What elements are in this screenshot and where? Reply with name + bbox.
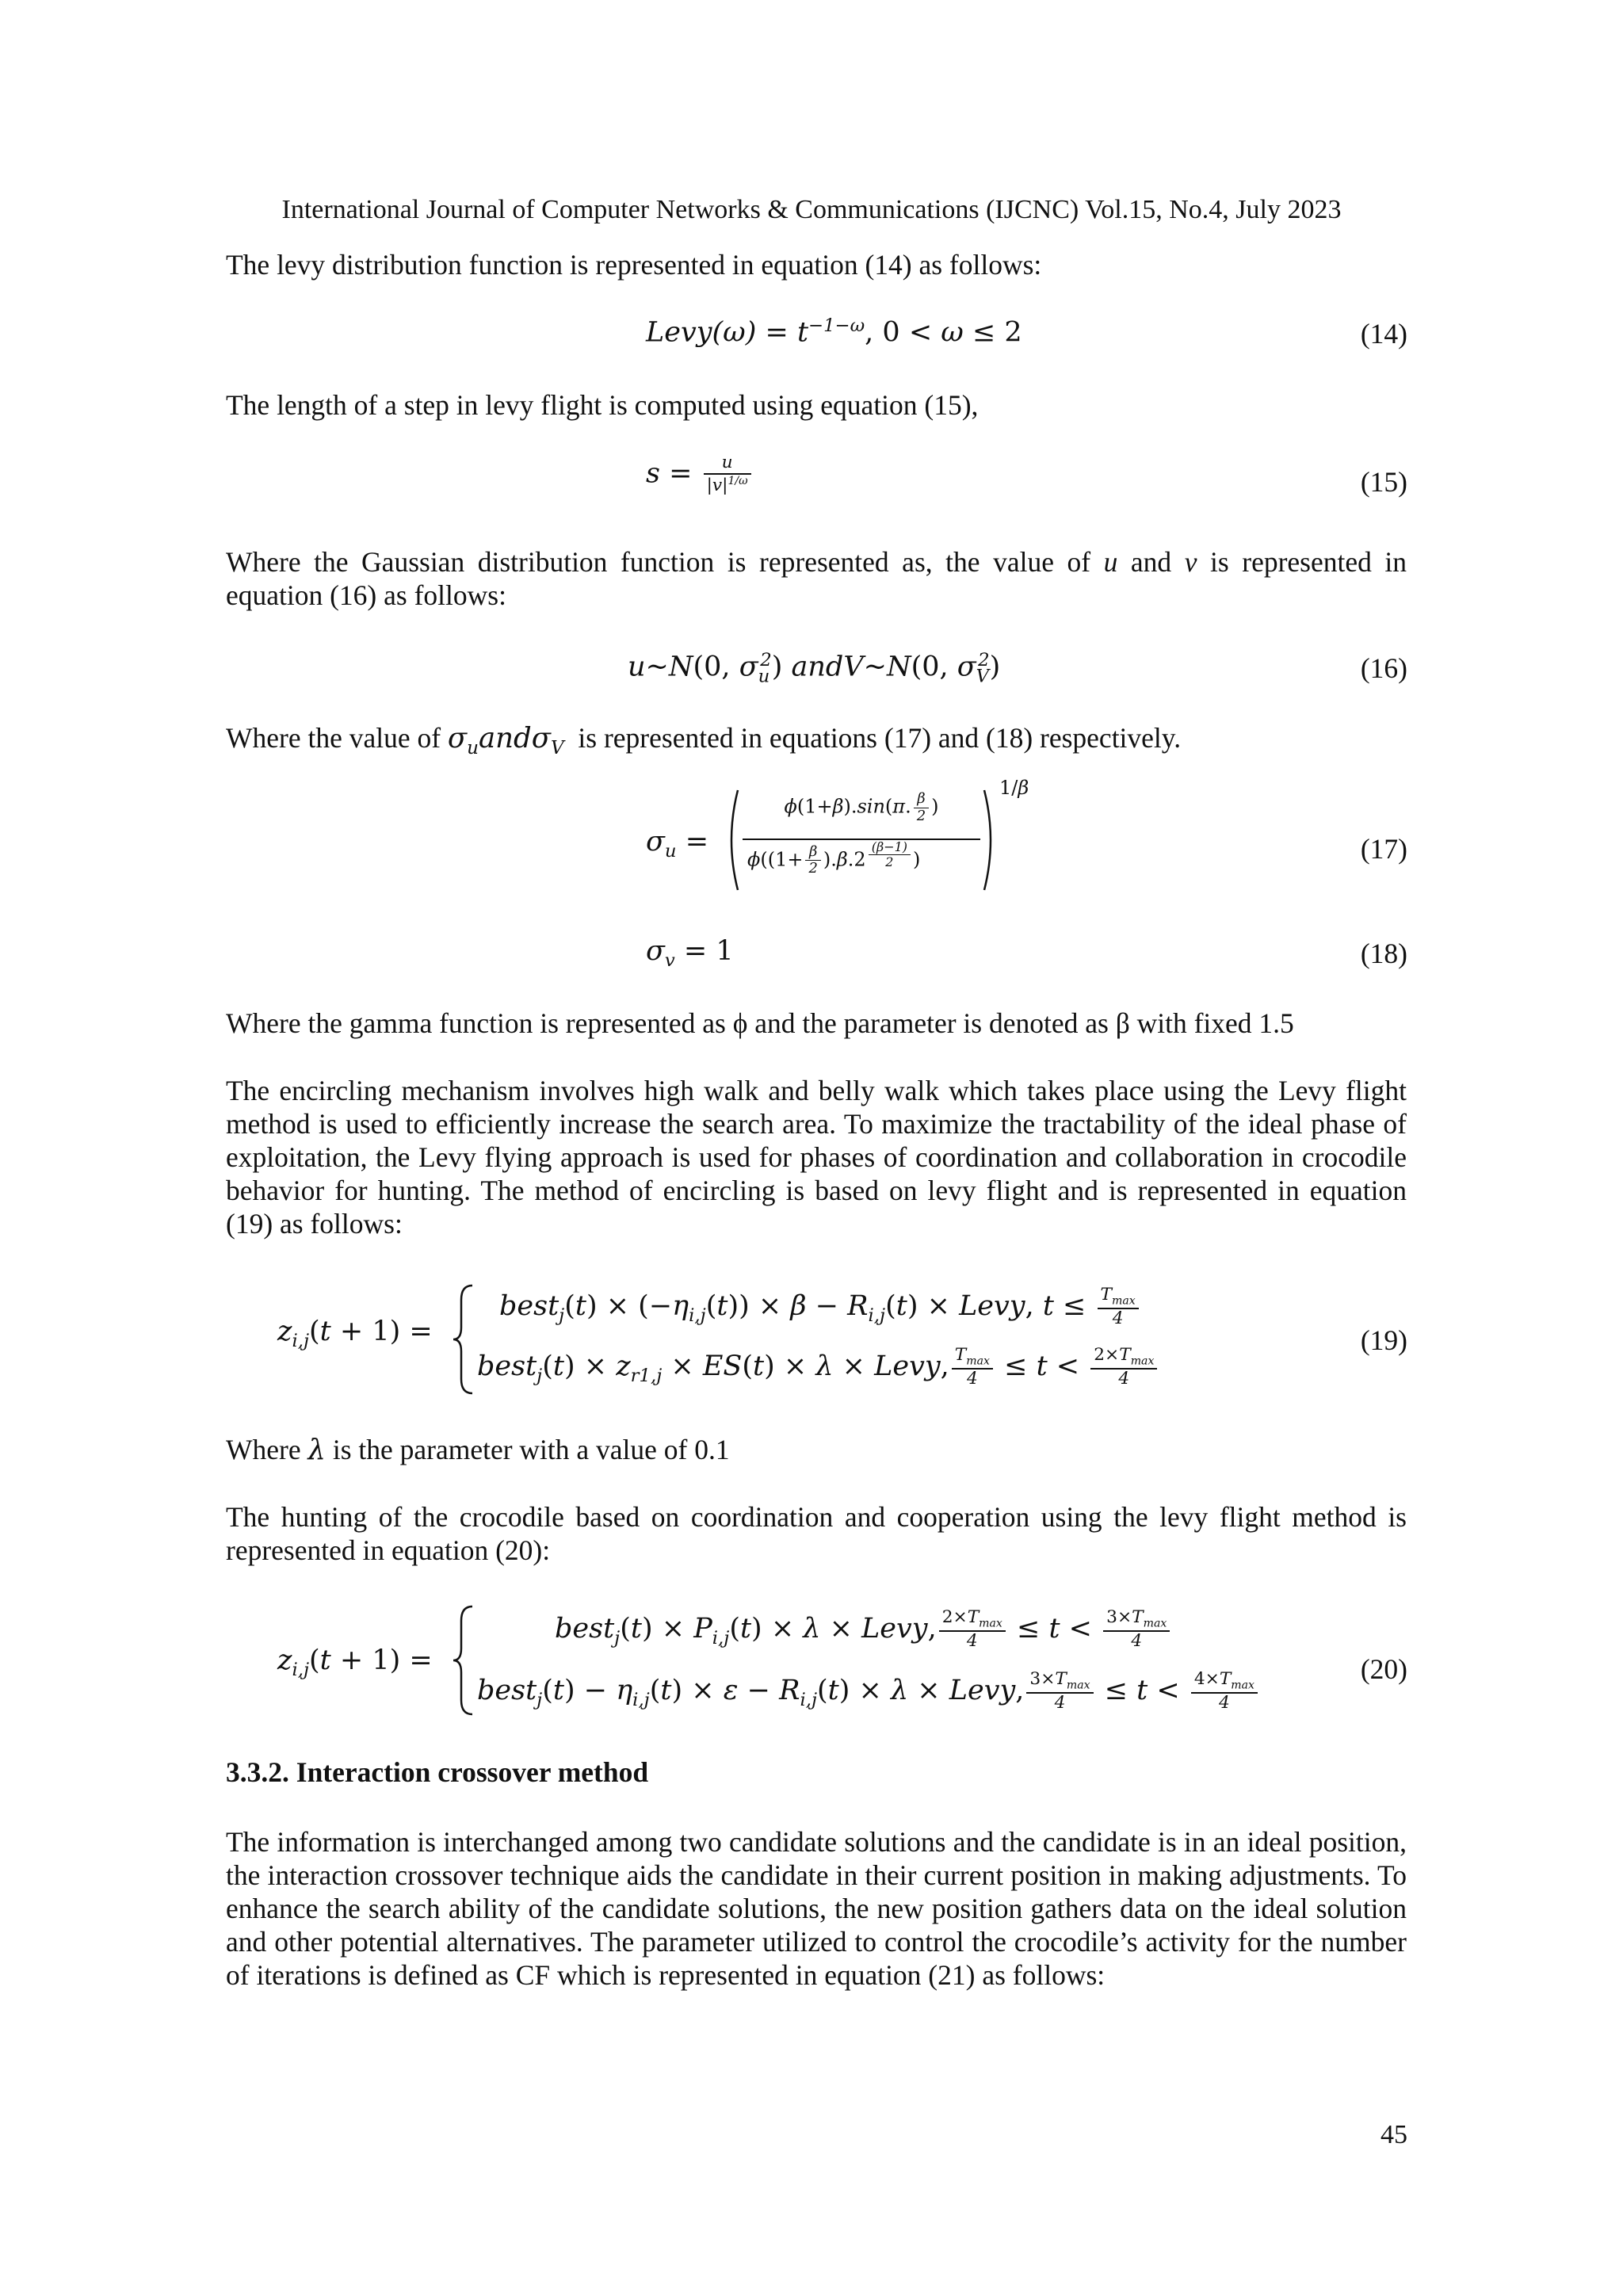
equation-number-20: (20) [1360, 1653, 1407, 1685]
equation-14: Levy(ω) = $t^{-1-\omega}$, 0 < ω ≤ 2 [646, 315, 1022, 349]
paragraph-gamma: Where the gamma function is represented as ϕ and the parameter is denoted as β with fixed 1.5 [226, 1007, 1294, 1039]
equation-number-18: (18) [1360, 938, 1407, 969]
equation-16: u~N(0, $\sigma_u^2$) andV~N(0, $\sigma_V^2$) [628, 650, 1001, 687]
paragraph-hunting: The hunting of the crocodile based on coordination and cooperation using the levy flight method is represented in equation (20): [226, 1501, 1407, 1566]
symbol-v: v [1184, 546, 1197, 578]
left-brace-19 [452, 1284, 475, 1395]
equation-15: s = $\frac{u}{|v|^{1/\omega}}$ [646, 453, 754, 496]
paragraph-sigma-text-b: is represented in equations (17) and (18) respectively. [578, 722, 1182, 754]
paragraph-levy-intro: The levy distribution function is represented in equation (14) as follows: [226, 249, 1042, 281]
paragraph-sigma-text-a: Where the value of [226, 722, 448, 754]
equation-number-15: (15) [1360, 466, 1407, 498]
paragraph-lambda [226, 1433, 730, 1466]
equation-number-19: (19) [1360, 1324, 1407, 1356]
paragraph-lambda-text-a: Where [226, 1434, 308, 1465]
paragraph-gaussian-text-a: Where the Gaussian distribution function is represented as, the value of [226, 546, 1091, 578]
paragraph-step-length: The length of a step in levy flight is computed using equation (15), [226, 389, 979, 421]
equation-number-17: (17) [1360, 833, 1407, 865]
symbol-lambda: λ [307, 1434, 326, 1466]
equation-18: $\sigma_v = 1$ [646, 935, 734, 971]
paragraph-lambda-text-b: is the parameter with a value of 0.1 [325, 1434, 730, 1465]
paragraph-gaussian-text-b: is represented in equation (16) as follows: [226, 546, 1407, 611]
equation-20: $z_{i,j}(t + 1)$ = best$_j$(t) × $P_{i,j}(t) \times \lambda$ × Levy, $\frac{2\times T_{max}}{4}$ ≤ t < $\frac{3\times T_{max}}{4}$ best$_j$(t) − $\eta_{i,j}(t) \times \varepsilon - R_{i,j}(t) \times \lambda$ × Levy, $\frac{3\times T_{max}}{4}$ ≤ t < $\frac{4\times T_{max}}{4}$ [277, 1605, 1308, 1716]
equation-19: $z_{i,j}(t + 1)$ = best$_j$(t) × $(-\eta_{i,j}(t)) \times \beta - R_{i,j}(t)$ × Levy, t ≤ $\frac{T_{max}}{4}$ best$_j$(t) × $z_{r1,j} \times ES(t) \times \lambda$ × Levy, $\frac{T_{max}}{4}$ ≤ t < $\frac{2\times T_{max}}{4}$ [277, 1284, 1228, 1395]
page-number: 45 [1381, 2120, 1407, 2149]
equation-number-14: (14) [1360, 318, 1407, 350]
section-heading: 3.3.2. Interaction crossover method [226, 1756, 649, 1788]
paragraph-crossover: The information is interchanged among two candidate solutions and the candidate is in an ideal position, the interaction crossover technique aids the candidate in their current position in making adjustments. To enhance the search ability of the candidate solutions, the new position gathers data on the ideal solution and other potential alternatives. The parameter utilized to control the crocodile’s activity for the number of iterations is defined as CF which is represented in equation (21) as follows: [226, 1826, 1407, 1991]
paragraph-gaussian [226, 545, 1407, 612]
paragraph-encircling: The encircling mechanism involves high walk and belly walk which takes place using the Levy flight method is used to efficiently increase the search area. To maximize the tractability of the ideal phase of exploitation, the Levy flying approach is used for phases of coordination and collaboration in crocodile behavior for hunting. The method of encircling is based on levy flight and is represented in equation (19) as follows: [226, 1075, 1407, 1240]
word-and: and [1117, 546, 1185, 578]
symbol-sigma-u-and-sigma-v: $\sigma_uand\sigma_V$ [447, 722, 564, 759]
left-paren-17 [724, 789, 739, 892]
equation-number-16: (16) [1360, 652, 1407, 684]
right-paren-17 [983, 789, 999, 892]
symbol-u: u [1103, 546, 1118, 578]
journal-header: International Journal of Computer Networks & Communications (IJCNC) Vol.15, No.4, July 2023 [281, 195, 1342, 224]
paragraph-sigma-intro [226, 721, 1181, 758]
paper-page: International Journal of Computer Networks & Communications (IJCNC) Vol.15, No.4, July 2023 The levy distribution function is represented in equation (14) as follows: Levy(ω) = $t^{-1-\omega}$, 0 < ω ≤ 2 (14) The length of a step in levy flight is computed using equation (15), s = $\frac{u}{|v|^{1/\omega}}$ (15) Where the Gaussian distribution function is represented as, the value of u and v is represented in equation (16) as follows: u~N(0, $\sigma_u^2$) andV~N(0, $\sigma_V^2$) (16) Where the value of $\sigma_uand\sigma_V$ is represented in equations (17) and (18) respectively. $\sigma_u$ = ϕ(1+β).sin(π. $\frac{\beta}{2}$ ) ϕ((1+ $\frac{\beta}{2}$ ).β.2 $^{\frac{(\beta-1)}{2}}$ ) 1/β (17) $\sigma_v = 1$ (18) Where the gamma function is represented as ϕ and the parameter is denoted as β with fixed 1.5 The encircling mechanism involves high walk and belly walk which takes place using the Levy flight method is used to efficiently increase the search area. To maximize the tractability of the ideal phase of exploitation, the Levy flying approach is used for phases of coordination and collaboration in crocodile behavior for hunting. The method of encircling is based on levy flight and is represented in equation (19) as follows: $z_{i,j}(t + 1)$ = best$_j$(t) × $(-\eta_{i,j}(t)) \times \beta - R_{i,j}(t)$ × Levy, t ≤ $\frac{T_{max}}{4}$ best$_j$(t) × $z_{r1,j} \times ES(t) \times \lambda$ × Levy, $\frac{T_{max}}{4}$ ≤ t < $\frac{2\times T_{max}}{4}$ (19) Where λ is the parameter with a value of 0.1 The hunting of the crocodile based on coordination and cooperation using the levy flight method is represented in equation (20): $z_{i,j}(t + 1)$ = best$_j$(t) × $P_{i,j}(t) \times \lambda$ × Levy, $\frac{2\times T_{max}}{4}$ ≤ t < $\frac{3\times T_{max}}{4}$ best$_j$(t) − $\eta_{i,j}(t) \times \varepsilon - R_{i,j}(t) \times \lambda$ × Levy, $\frac{3\times T_{max}}{4}$ ≤ t < $\frac{4\times T_{max}}{4}$ (20) 3.3.2. Interaction crossover method The information is interchanged among two candidate solutions and the candidate is in an ideal position, the interaction crossover technique aids the candidate in their current position in making adjustments. To enhance the search ability of the candidate solutions, the new position gathers data on the ideal solution and other potential alternatives. The parameter utilized to control the crocodile’s activity for the number of iterations is defined as CF which is represented in equation (21) as follows: 45 [0, 0, 1623, 2296]
symbol-sigma: σ [447, 722, 468, 755]
left-brace-20 [452, 1605, 475, 1716]
